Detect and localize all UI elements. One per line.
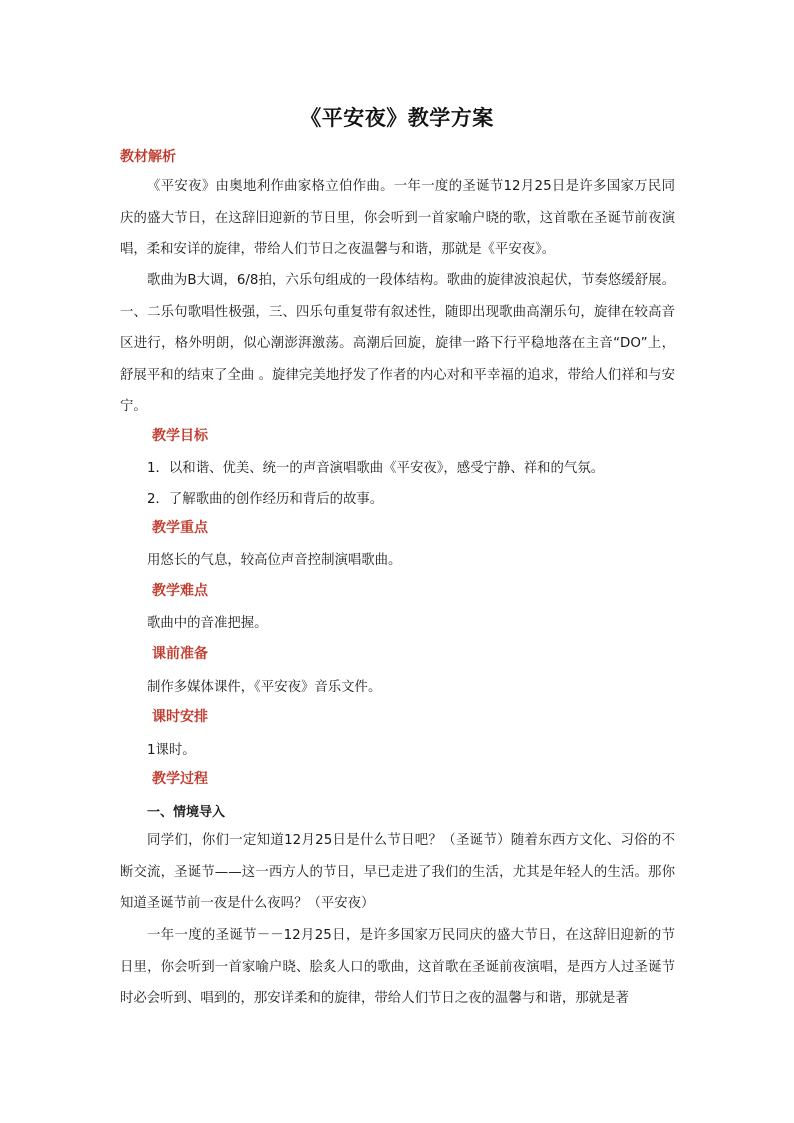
difficulty-text: 歌曲中的音准把握。: [147, 616, 268, 631]
key-text: 用悠长的气息，较高位声音控制演唱歌曲。: [147, 553, 402, 568]
process-paragraph-2: 一年一度的圣诞节－－12月25日，是许多国家万民同庆的盛大节日，在这辞旧迎新的节日里，你会听到一首家喻户晓、脍炙人口的歌曲，这首歌在圣诞前夜演唱，是西方人过圣诞节时必会听到、唱到的，那安详柔和的旋律，带给人们节日之夜的温馨与和谐，那就是著: [120, 928, 675, 1006]
heading-teaching-key: 教学重点: [152, 520, 208, 536]
subheading-scene-intro: 一、情境导入: [147, 805, 226, 820]
heading-teaching-process: 教学过程: [152, 771, 208, 787]
heading-teaching-goals: 教学目标: [152, 428, 208, 444]
heading-preparation: 课前准备: [152, 646, 208, 662]
goal-item-1: 1．以和谐、优美、统一的声音演唱歌曲《平安夜》，感受宁静、祥和的气氛。: [147, 461, 605, 476]
preparation-text: 制作多媒体课件，《平安夜》音乐文件。: [147, 680, 382, 695]
schedule-text: 1课时。: [147, 743, 196, 758]
process-paragraph-1: 同学们，你们一定知道12月25日是什么节日吧？（圣诞节）随着东西方文化、习俗的不断交流，圣诞节——这一西方人的节日，早已走进了我们的生活，尤其是年轻人的生活。那你知道圣诞节前一夜是什么夜吗？（平安夜）: [120, 833, 675, 911]
page-title: 《平安夜》教学方案: [300, 106, 494, 130]
heading-teaching-difficulty: 教学难点: [152, 583, 208, 599]
heading-schedule: 课时安排: [152, 709, 208, 725]
heading-material-analysis: 教材解析: [120, 149, 176, 165]
material-paragraph-2: 歌曲为B大调，6/8拍，六乐句组成的一段体结构。歌曲的旋律波浪起伏，节奏悠缓舒展。一、二乐句歌唱性极强，三、四乐句重复带有叙述性，随即出现歌曲高潮乐句，旋律在较高音区进行，格外明朗，似心潮澎湃激荡。高潮后回旋，旋律一路下行平稳地落在主音“DO”上，舒展平和的结束了全曲 。旋律完美地抒发了作者的内心对和平幸福的追求，带给人们祥和与安宁。: [120, 273, 675, 414]
material-paragraph-1: 《平安夜》由奥地利作曲家格立伯作曲。一年一度的圣诞节12月25日是许多国家万民同庆的盛大节日，在这辞旧迎新的节日里，你会听到一首家喻户晓的歌，这首歌在圣诞节前夜演唱，柔和安详的旋律，带给人们节日之夜温馨与和谐，那就是《平安夜》。: [120, 179, 675, 257]
goal-item-2: 2．了解歌曲的创作经历和背后的故事。: [147, 492, 384, 507]
